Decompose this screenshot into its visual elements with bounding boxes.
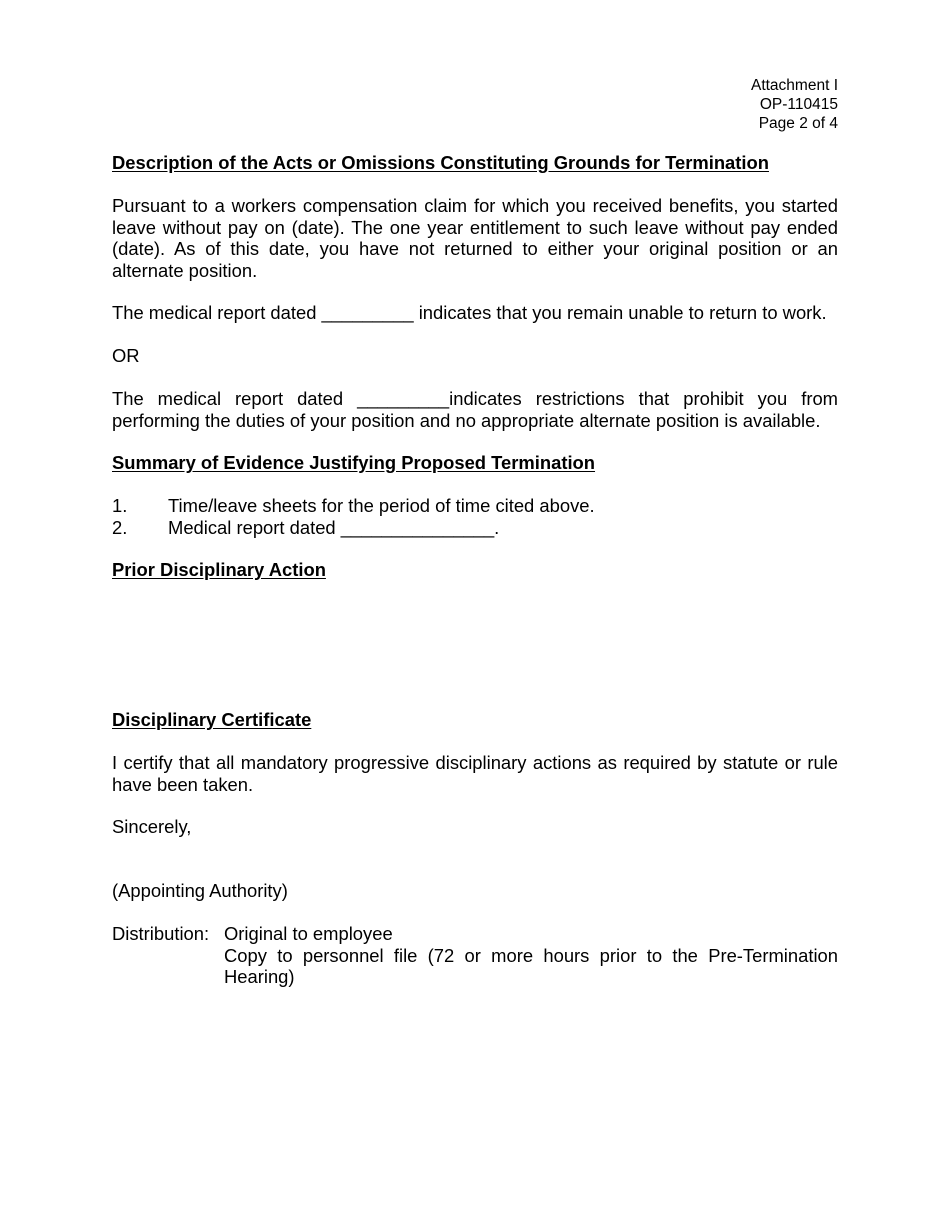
attachment-label: Attachment I [750, 77, 838, 94]
page-number: Page 2 of 4 [758, 115, 838, 132]
distribution-item: Copy to personnel file (72 or more hours prior to the Pre-Termination Hearing) [224, 944, 838, 987]
distribution-block [112, 923, 838, 993]
form-number: OP-110415 [759, 96, 838, 113]
document-header [751, 76, 838, 133]
evidence-heading: Summary of Evidence Justifying Proposed Termination [112, 452, 596, 473]
restrictions-paragraph: The medical report dated _________indicates restrictions that prohibit you from performing the duties of your position and no appropriate alternate position is available. [112, 388, 838, 431]
distribution-item: Original to employee [224, 923, 393, 944]
description-paragraph: Pursuant to a workers compensation claim for which you received benefits, you started leave without pay on (date). The one year entitlement to such leave without pay ended (date). As of this date, you have not returned to either your original position or an alternate position. [112, 195, 838, 281]
list-item-number: 2. [112, 517, 128, 538]
signatory: (Appointing Authority) [112, 880, 288, 901]
list-item [112, 517, 838, 539]
document-page [112, 0, 838, 1230]
or-separator: OR [112, 345, 140, 366]
list-item-number: 1. [112, 495, 128, 516]
certificate-paragraph: I certify that all mandatory progressive disciplinary actions as required by statute or rule have been taken. [112, 752, 838, 795]
certificate-heading: Disciplinary Certificate [112, 709, 312, 730]
distribution-label: Distribution: [112, 923, 210, 944]
distribution-list [224, 923, 838, 988]
salutation: Sincerely, [112, 816, 192, 837]
medical-report-paragraph: The medical report dated _________ indicates that you remain unable to return to work. [112, 302, 827, 323]
prior-action-heading: Prior Disciplinary Action [112, 559, 326, 580]
list-item [112, 495, 838, 517]
description-heading: Description of the Acts or Omissions Constituting Grounds for Termination [112, 152, 769, 173]
list-item-text: Medical report dated _______________. [168, 517, 500, 538]
list-item-text: Time/leave sheets for the period of time cited above. [168, 495, 595, 516]
